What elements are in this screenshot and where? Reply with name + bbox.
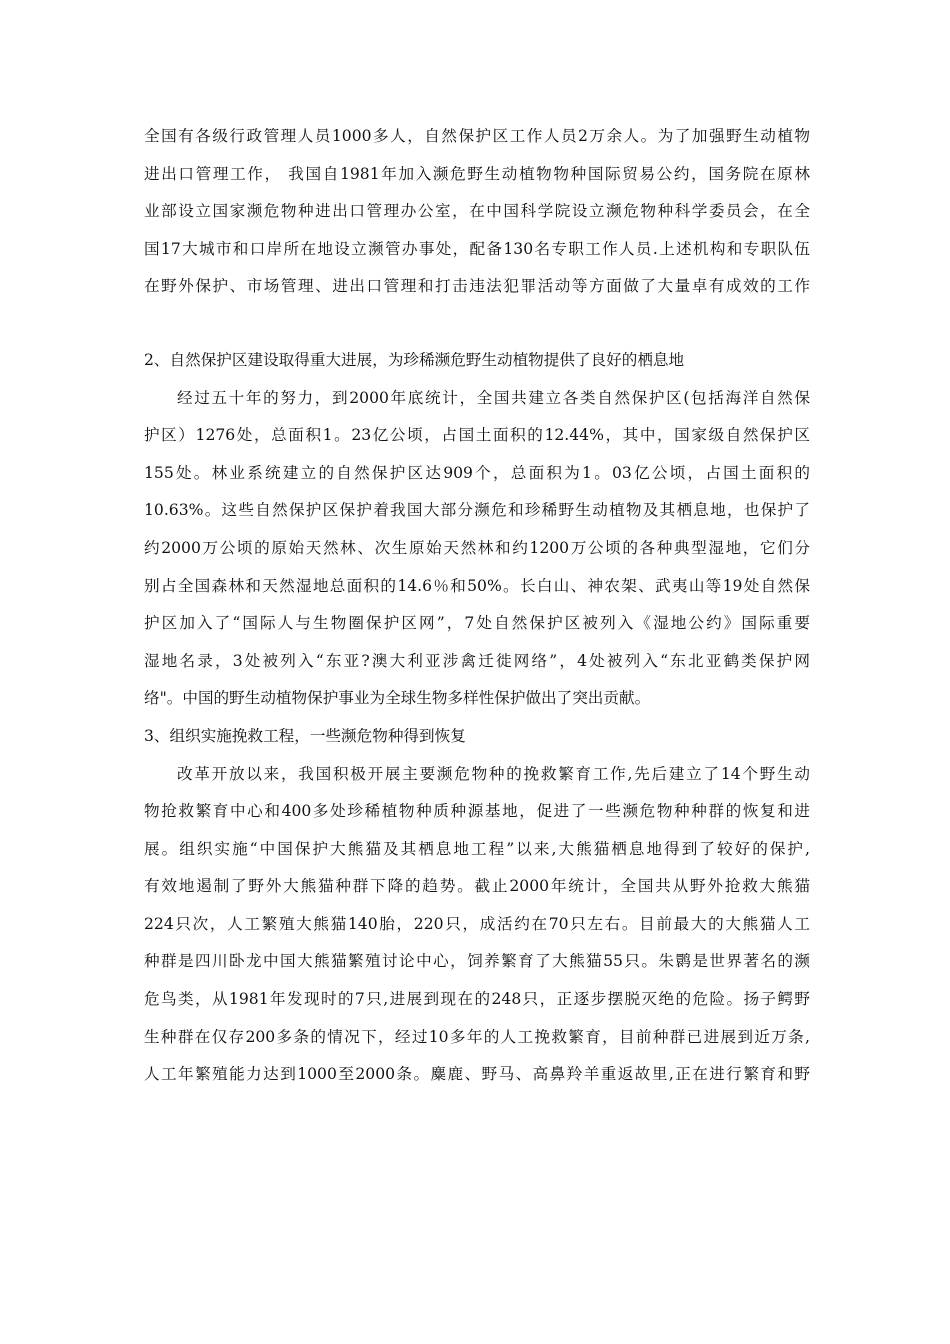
document-page [144,118,810,1094]
text-line: 全国有各级行政管理人员1000多人，自然保护区工作人员2万余人。为了加强野生动植物 [144,127,810,145]
text-line: 约2000万公顷的原始天然林、次生原始天然林和约1200万公顷的各种典型湿地，它们分 [144,538,810,557]
section-heading: 2、自然保护区建设取得重大进展，为珍稀濒危野生动植物提供了良好的栖息地 [144,350,685,369]
text-line: 络"。中国的野生动植物保护事业为全球生物多样性保护做出了突出贡献。 [144,689,651,708]
text-line: 护区）1276处，总面积1。23亿公顷，占国土面积的12.44%，其中，国家级自然保护区 [144,426,810,445]
text-line: 人工年繁殖能力达到1000至2000条。麋鹿、野马、高鼻羚羊重返故里,正在进行繁育和野 [144,1065,810,1084]
paragraph-1 [144,118,810,306]
text-line: 在野外保护、市场管理、进出口管理和打击违法犯罪活动等方面做了大量卓有成效的工作 [144,277,810,296]
text-line: 别占全国森林和天然湿地总面积的14.6％和50%。长白山、神农架、武夷山等19处自然保 [144,576,810,595]
text-line: 国17大城市和口岸所在地设立濒管办事处，配备130名专职工作人员.上述机构和专职队伍 [144,239,810,258]
text-line: 物抢救繁育中心和400多处珍稀植物种质种源基地，促进了一些濒危物种种群的恢复和进 [144,802,810,821]
text-line: 护区加入了“国际人与生物圈保护区网”，7处自然保护区被列入《湿地公约》国际重要 [144,614,810,633]
text-line: 湿地名录，3处被列入“东亚?澳大利亚涉禽迁徙网络”，4处被列入“东北亚鹤类保护网 [144,651,810,670]
section-2 [144,342,810,718]
text-line: 155处。林业系统建立的自然保护区达909个，总面积为1。03亿公顷，占国土面积的 [144,463,810,482]
text-line: 10.63%。这些自然保护区保护着我国大部分濒危和珍稀野生动植物及其栖息地，也保护了 [144,501,810,520]
text-line: 改革开放以来，我国积极开展主要濒危物种的挽救繁育工作,先后建立了14个野生动 [177,764,810,783]
text-line: 种群是四川卧龙中国大熊猫繁殖讨论中心，饲养繁育了大熊猫55只。朱鹮是世界著名的濒 [144,952,810,971]
text-line: 进出口管理工作， 我国自1981年加入濒危野生动植物物种国际贸易公约，国务院在原林 [144,164,810,183]
paragraph-spacer [144,306,810,342]
text-line: 有效地遏制了野外大熊猫种群下降的趋势。截止2000年统计，全国共从野外抢救大熊猫 [144,877,810,896]
text-line: 224只次，人工繁殖大熊猫140胎，220只，成活约在70只左右。目前最大的大熊猫人工 [144,914,810,933]
section-3 [144,718,810,1094]
text-line: 危鸟类，从1981年发现时的7只,进展到现在的248只，正逐步摆脱灭绝的危险。扬子鳄野 [144,990,810,1009]
text-line: 经过五十年的努力，到2000年底统计，全国共建立各类自然保护区(包括海洋自然保 [177,388,810,407]
text-line: 生种群在仅存200多条的情况下，经过10多年的人工挽救繁育，目前种群已进展到近万条, [144,1027,810,1046]
text-line: 业部设立国家濒危物种进出口管理办公室，在中国科学院设立濒危物种科学委员会，在全 [144,202,810,221]
section-heading: 3、组织实施挽救工程，一些濒危物种得到恢复 [144,726,466,745]
text-line: 展。组织实施“中国保护大熊猫及其栖息地工程”以来,大熊猫栖息地得到了较好的保护, [144,839,810,858]
